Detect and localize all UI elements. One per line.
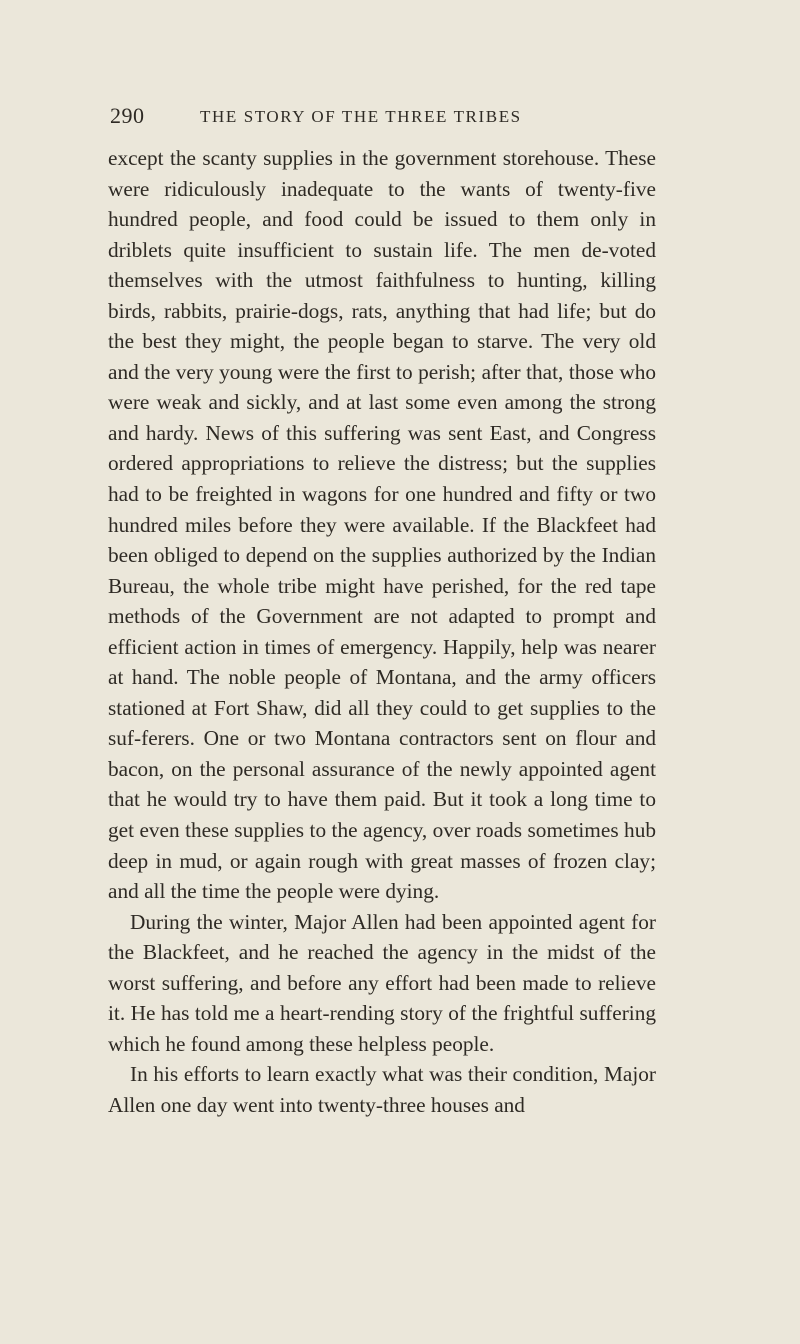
- paragraph: During the winter, Major Allen had been appointed agent for the Blackfeet, and he reached the agency in the midst of the worst suffering, and before any effort had been made to relieve it. He has told me a heart-rending story of the frightful suffering which he found among these helpless people.: [108, 909, 656, 1056]
- paragraph-continued: except the scanty supplies in the government storehouse. These were ridiculously inadequate to the wants of twenty-five hundred people, and food could be issued to them only in driblets quite insufficient to sustain life. The men de-voted themselves with the utmost faithfulness to hunting, killing birds, rabbits, prairie-dogs, rats, anything that had life; but do the best they might, the people began to starve. The very old and the very young were the first to perish; after that, those who were weak and sickly, and at last some even among the strong and hardy. News of this suffering was sent East, and Congress ordered appropriations to relieve the distress; but the supplies had to be freighted in wagons for one hundred and fifty or two hundred miles before they were available. If the Blackfeet had been obliged to depend on the supplies authorized by the Indian Bureau, the whole tribe might have perished, for the red tape methods of the Government are not adapted to prompt and efficient action in times of emergency. Happily, help was nearer at hand. The noble people of Montana, and the army officers stationed at Fort Shaw, did all they could to get supplies to the suf-ferers. One or two Montana contractors sent on flour and bacon, on the personal assurance of the newly appointed agent that he would try to have them paid. But it took a long time to get even these supplies to the agency, over roads sometimes hub deep in mud, or again rough with great masses of frozen clay; and all the time the people were dying.: [108, 146, 656, 904]
- page-number: 290: [110, 103, 145, 128]
- paragraph: In his efforts to learn exactly what was their condition, Major Allen one day went into twenty-three houses and: [108, 1062, 656, 1117]
- body-text: [108, 143, 656, 1121]
- running-head: [110, 101, 650, 131]
- running-head-title: THE STORY OF THE THREE TRIBES: [200, 107, 522, 126]
